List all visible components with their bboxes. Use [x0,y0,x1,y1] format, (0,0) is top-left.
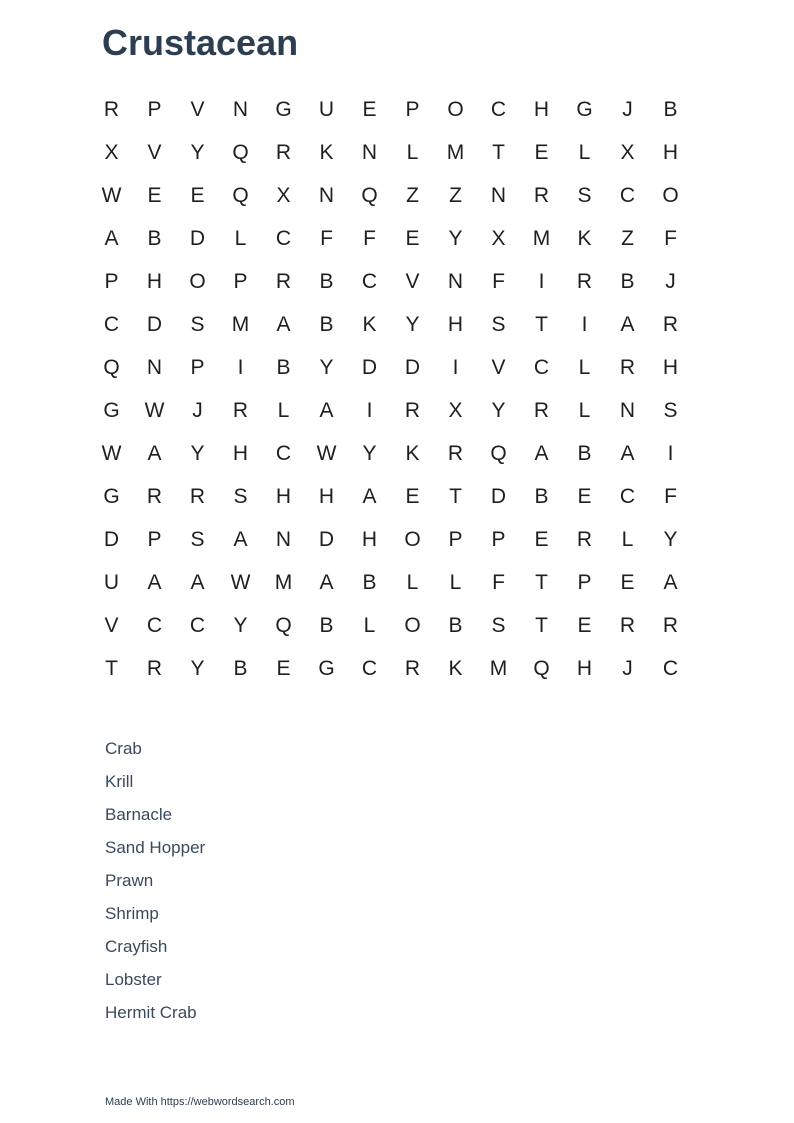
grid-cell: L [406,140,419,164]
grid-cell: B [362,570,377,594]
grid-cell: I [366,398,373,422]
grid-cell: F [492,269,505,293]
grid-cell: B [448,613,463,637]
grid-cell: M [446,140,465,164]
grid-cell: S [491,613,506,637]
grid-cell: N [447,269,464,293]
grid-cell: R [662,613,679,637]
grid-cell: H [533,97,550,121]
grid-cell: H [361,527,378,551]
grid-cell: A [104,226,119,250]
grid-cell: H [318,484,335,508]
grid-row [90,475,692,518]
grid-row [90,432,692,475]
grid-cell: S [577,183,592,207]
grid-cell: B [319,613,334,637]
grid-cell: O [662,183,679,207]
grid-cell: W [316,441,337,465]
grid-cell: B [577,441,592,465]
word-list-item: Shrimp [105,904,159,923]
grid-row [90,561,692,604]
grid-cell: E [620,570,635,594]
grid-cell: B [319,312,334,336]
grid-cell: Q [232,140,249,164]
grid-cell: F [320,226,333,250]
grid-cell: C [619,484,636,508]
grid-cell: W [144,398,165,422]
grid-cell: R [576,527,593,551]
grid-cell: R [275,269,292,293]
word-list-item: Crab [105,739,142,758]
grid-cell: J [622,656,633,680]
grid-cell: E [577,613,592,637]
grid-cell: N [361,140,378,164]
grid-cell: A [534,441,549,465]
word-list-item: Krill [105,772,134,791]
grid-cell: Y [663,527,678,551]
grid-cell: M [231,312,250,336]
grid-cell: B [276,355,291,379]
grid-cell: C [189,613,206,637]
grid-cell: M [489,656,508,680]
grid-cell: L [578,140,591,164]
grid-cell: R [619,613,636,637]
grid-cell: X [276,183,291,207]
grid-cell: D [189,226,206,250]
grid-cell: Q [533,656,550,680]
grid-cell: Y [190,441,205,465]
grid-cell: J [622,97,633,121]
grid-row [90,604,692,647]
grid-cell: H [232,441,249,465]
grid-cell: I [452,355,459,379]
grid-cell: C [275,441,292,465]
grid-cell: K [577,226,592,250]
grid-cell: N [232,97,249,121]
grid-cell: A [620,312,635,336]
grid-cell: Y [362,441,377,465]
grid-cell: L [363,613,376,637]
grid-cell: D [404,355,421,379]
grid-cell: P [190,355,205,379]
grid-cell: N [490,183,507,207]
grid-cell: R [619,355,636,379]
grid-cell: P [491,527,506,551]
grid-cell: A [319,570,334,594]
grid-cell: Y [491,398,506,422]
grid-cell: P [233,269,248,293]
grid-row [90,346,692,389]
grid-cell: T [535,312,548,336]
grid-cell: F [492,570,505,594]
grid-cell: C [361,656,378,680]
grid-cell: N [318,183,335,207]
grid-cell: T [449,484,462,508]
grid-cell: L [406,570,419,594]
grid-cell: E [534,140,549,164]
grid-cell: B [147,226,162,250]
grid-cell: I [667,441,674,465]
grid-cell: K [448,656,463,680]
grid-cell: A [276,312,291,336]
grid-cell: H [662,140,679,164]
grid-cell: T [105,656,118,680]
grid-cell: P [147,97,162,121]
grid-cell: V [147,140,162,164]
grid-cell: F [664,226,677,250]
grid-cell: A [190,570,205,594]
grid-cell: L [234,226,247,250]
grid-cell: K [362,312,377,336]
grid-cell: G [103,484,120,508]
grid-cell: R [662,312,679,336]
grid-cell: E [405,226,420,250]
grid-cell: B [663,97,678,121]
grid-cell: E [405,484,420,508]
grid-cell: S [190,312,205,336]
grid-cell: Y [448,226,463,250]
grid-cell: Z [621,226,634,250]
page-title: Crustacean [102,22,299,63]
grid-cell: K [405,441,420,465]
grid-cell: I [581,312,588,336]
grid-cell: E [362,97,377,121]
grid-cell: E [276,656,291,680]
grid-cell: T [535,613,548,637]
grid-cell: V [190,97,205,121]
grid-cell: C [662,656,679,680]
grid-cell: W [230,570,251,594]
grid-row [90,174,692,217]
grid-cell: F [363,226,376,250]
grid-cell: H [146,269,163,293]
grid-cell: D [361,355,378,379]
grid-cell: Q [103,355,120,379]
grid-cell: X [620,140,635,164]
grid-cell: S [190,527,205,551]
grid-cell: O [404,527,421,551]
grid-cell: B [233,656,248,680]
grid-cell: Q [490,441,507,465]
grid-cell: P [104,269,119,293]
grid-cell: C [146,613,163,637]
grid-cell: X [491,226,506,250]
grid-cell: U [103,570,120,594]
grid-cell: Z [406,183,419,207]
grid-cell: S [663,398,678,422]
grid-cell: N [275,527,292,551]
grid-cell: X [104,140,119,164]
grid-cell: A [620,441,635,465]
grid-cell: M [274,570,293,594]
grid-cell: B [319,269,334,293]
grid-cell: R [404,398,421,422]
grid-cell: I [237,355,244,379]
grid-cell: U [318,97,335,121]
grid-cell: P [147,527,162,551]
grid-cell: Q [232,183,249,207]
grid-cell: J [665,269,676,293]
grid-cell: J [192,398,203,422]
grid-cell: Y [190,140,205,164]
grid-cell: C [619,183,636,207]
grid-row [90,647,692,690]
grid-cell: S [491,312,506,336]
grid-cell: V [491,355,506,379]
grid-cell: C [533,355,550,379]
grid-cell: R [576,269,593,293]
grid-cell: H [662,355,679,379]
grid-cell: O [189,269,206,293]
grid-cell: E [534,527,549,551]
grid-cell: G [318,656,335,680]
grid-cell: B [534,484,549,508]
grid-cell: Y [233,613,248,637]
word-list-item: Sand Hopper [105,838,206,857]
grid-cell: W [101,441,122,465]
grid-cell: E [190,183,205,207]
grid-cell: L [578,355,591,379]
word-list-item: Barnacle [105,805,173,824]
grid-cell: A [147,570,162,594]
grid-cell: K [319,140,334,164]
grid-cell: F [664,484,677,508]
grid-cell: A [319,398,334,422]
grid-cell: D [103,527,120,551]
grid-cell: A [362,484,377,508]
grid-cell: C [275,226,292,250]
grid-cell: G [576,97,593,121]
word-list [105,736,205,1033]
grid-cell: P [448,527,463,551]
grid-cell: Q [275,613,292,637]
grid-cell: E [147,183,162,207]
grid-cell: A [233,527,248,551]
word-list-item: Crayfish [105,937,168,956]
grid-cell: D [146,312,163,336]
grid-cell: R [189,484,206,508]
grid-cell: R [533,398,550,422]
grid-cell: R [533,183,550,207]
grid-cell: W [101,183,122,207]
grid-cell: V [405,269,420,293]
grid-cell: A [147,441,162,465]
grid-cell: R [103,97,120,121]
grid-cell: P [405,97,420,121]
grid-cell: P [577,570,592,594]
word-list-item: Hermit Crab [105,1003,197,1022]
grid-cell: Y [319,355,334,379]
grid-cell: R [146,484,163,508]
grid-cell: R [232,398,249,422]
grid-cell: D [318,527,335,551]
word-list-item: Lobster [105,970,162,989]
grid-cell: R [404,656,421,680]
grid-cell: L [578,398,591,422]
grid-cell: C [490,97,507,121]
grid-cell: O [447,97,464,121]
grid-cell: B [620,269,635,293]
grid-cell: R [275,140,292,164]
letter-grid [90,88,692,690]
grid-cell: C [361,269,378,293]
grid-cell: S [233,484,248,508]
footer-credit: Made With https://webwordsearch.com [105,1096,295,1108]
grid-cell: Y [405,312,420,336]
grid-row [90,303,692,346]
grid-cell: N [619,398,636,422]
grid-cell: R [447,441,464,465]
grid-cell: T [535,570,548,594]
grid-cell: D [490,484,507,508]
grid-row [90,518,692,561]
grid-cell: E [577,484,592,508]
grid-cell: L [621,527,634,551]
grid-row [90,131,692,174]
grid-cell: L [277,398,290,422]
grid-cell: A [663,570,678,594]
grid-row [90,88,692,131]
grid-cell: O [404,613,421,637]
word-list-item: Prawn [105,871,154,890]
grid-cell: Q [361,183,378,207]
grid-cell: L [449,570,462,594]
grid-cell: R [146,656,163,680]
grid-cell: H [275,484,292,508]
grid-row [90,217,692,260]
grid-cell: Y [190,656,205,680]
grid-row [90,389,692,432]
grid-cell: X [448,398,463,422]
grid-row [90,260,692,303]
grid-cell: H [447,312,464,336]
grid-cell: I [538,269,545,293]
grid-cell: G [275,97,292,121]
grid-cell: G [103,398,120,422]
grid-cell: N [146,355,163,379]
grid-cell: Z [449,183,462,207]
grid-cell: T [492,140,505,164]
grid-cell: V [104,613,119,637]
grid-cell: H [576,656,593,680]
grid-cell: M [532,226,551,250]
grid-cell: C [103,312,120,336]
